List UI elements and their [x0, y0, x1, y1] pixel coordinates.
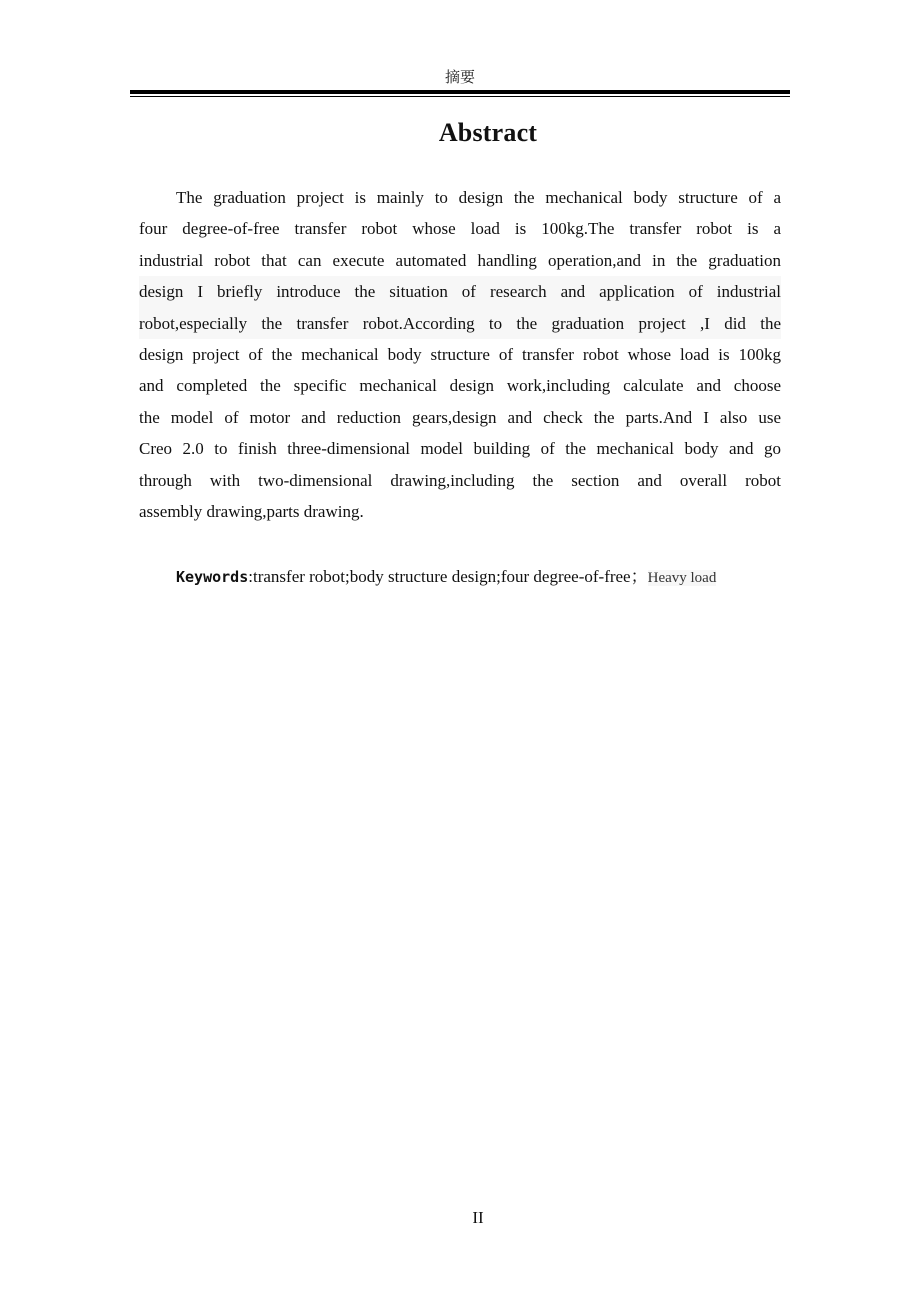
abstract-line: the model of motor and reduction gears,design and check the parts.And I also use	[139, 407, 781, 427]
abstract-line: robot,especially the transfer robot.According to the graduation project ,I did the	[139, 308, 781, 339]
keywords-line	[176, 562, 716, 587]
abstract-line: and completed the specific mechanical design work,including calculate and choose	[139, 376, 781, 396]
header-rule-thick	[130, 90, 790, 94]
abstract-line: The graduation project is mainly to design the mechanical body structure of a	[176, 188, 781, 207]
abstract-line: design I briefly introduce the situation of research and application of industrial	[139, 276, 781, 307]
keywords-label: Keywords	[176, 568, 249, 586]
abstract-title: Abstract	[438, 118, 538, 147]
keywords-text: transfer robot;body structure design;four degree-of-free；	[252, 567, 648, 586]
keywords-separator: :	[248, 567, 253, 586]
keywords-tail: Heavy load	[647, 570, 717, 586]
page-number: II	[472, 1208, 484, 1227]
header-rule-thin	[130, 96, 790, 97]
abstract-line: Creo 2.0 to finish three-dimensional model building of the mechanical body and go	[139, 439, 781, 459]
abstract-line: assembly drawing,parts drawing.	[139, 501, 364, 521]
running-header: 摘要	[444, 68, 475, 86]
abstract-line: industrial robot that can execute automated handling operation,and in the graduation	[139, 250, 781, 270]
abstract-line: design project of the mechanical body structure of transfer robot whose load is 100kg	[139, 344, 781, 364]
abstract-line: through with two-dimensional drawing,including the section and overall robot	[139, 470, 781, 490]
abstract-body	[139, 182, 781, 527]
abstract-line: four degree-of-free transfer robot whose load is 100kg.The transfer robot is a	[139, 219, 781, 239]
